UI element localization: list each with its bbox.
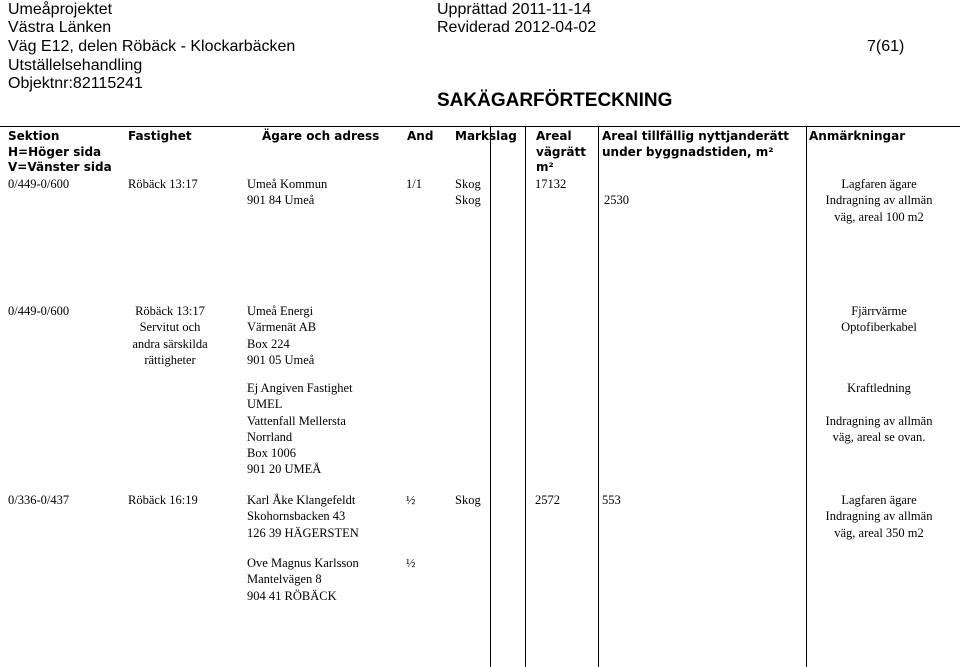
column-divider-3 <box>598 127 599 667</box>
cell-owner: Umeå Kommun 901 84 Umeå <box>247 177 328 208</box>
col-header-owner: Ägare och adress <box>262 129 380 143</box>
col-header-share: And <box>407 129 434 143</box>
cell-owner: Karl Åke Klangefeldt Skohornsbacken 43 126 39 HÄGERSTEN <box>247 493 359 540</box>
cell-land-type: Skog Skog <box>455 177 481 208</box>
revised-date: Reviderad 2012-04-02 <box>437 19 597 36</box>
project-name: Umeåprojektet <box>8 1 113 18</box>
created-date: Upprättad 2011-11-14 <box>437 1 592 18</box>
cell-land-type: Skog <box>455 493 481 507</box>
cell-share: 1/1 <box>406 177 422 191</box>
cell-section: 0/449-0/600 <box>8 304 70 318</box>
sub-project-name: Västra Länken <box>8 19 112 36</box>
col-header-area-temporary: Areal tillfällig nyttjanderätt under byggnadstiden, m² <box>602 129 790 159</box>
col-header-remarks: Anmärkningar <box>809 129 906 143</box>
col-header-land-type: Markslag <box>455 129 517 143</box>
cell-property: Röbäck 16:19 <box>128 493 198 507</box>
cell-owner: Ej Angiven Fastighet UMEL Vattenfall Mellersta Norrland Box 1006 901 20 UMEÅ <box>247 381 353 477</box>
cell-remarks: Lagfaren ägare Indragning av allmän väg, areal 100 m2 <box>825 177 933 224</box>
page-number: 7(61) <box>867 38 905 55</box>
col-header-area-permanent: Areal vägrätt m² <box>536 129 586 175</box>
page-title: SAKÄGARFÖRTECKNING <box>437 90 673 111</box>
cell-area-permanent: 17132 <box>535 177 567 191</box>
cell-share: ½ <box>406 493 416 507</box>
road-section: Väg E12, delen Röbäck - Klockarbäcken <box>8 38 296 55</box>
cell-share: ½ <box>406 556 416 570</box>
cell-property: Röbäck 13:17 <box>128 177 198 191</box>
cell-remarks: Fjärrvärme Optofiberkabel <box>841 304 917 335</box>
col-header-section: Sektion H=Höger sida V=Vänster sida <box>8 129 112 175</box>
cell-owner: Umeå Energi Värmenät AB Box 224 901 05 Umeå <box>247 304 317 367</box>
cell-property: Röbäck 13:17 Servitut och andra särskilda rättigheter <box>132 304 208 367</box>
table-top-border <box>0 126 960 127</box>
cell-section: 0/336-0/437 <box>8 493 70 507</box>
cell-area-temporary: 2530 <box>604 193 629 207</box>
cell-remarks: Lagfaren ägare Indragning av allmän väg, areal 350 m2 <box>825 493 933 540</box>
cell-section: 0/449-0/600 <box>8 177 70 191</box>
cell-remarks: Kraftledning Indragning av allmän väg, areal se ovan. <box>825 381 933 444</box>
col-header-property: Fastighet <box>128 129 192 143</box>
object-number: Objektnr:82115241 <box>8 75 143 92</box>
column-divider-2 <box>525 127 526 667</box>
column-divider-1 <box>490 127 491 667</box>
document-type: Utställelsehandling <box>8 57 143 74</box>
cell-area-temporary: 553 <box>602 493 621 507</box>
cell-owner: Ove Magnus Karlsson Mantelvägen 8 904 41 RÖBÄCK <box>247 556 359 603</box>
cell-area-permanent: 2572 <box>535 493 560 507</box>
